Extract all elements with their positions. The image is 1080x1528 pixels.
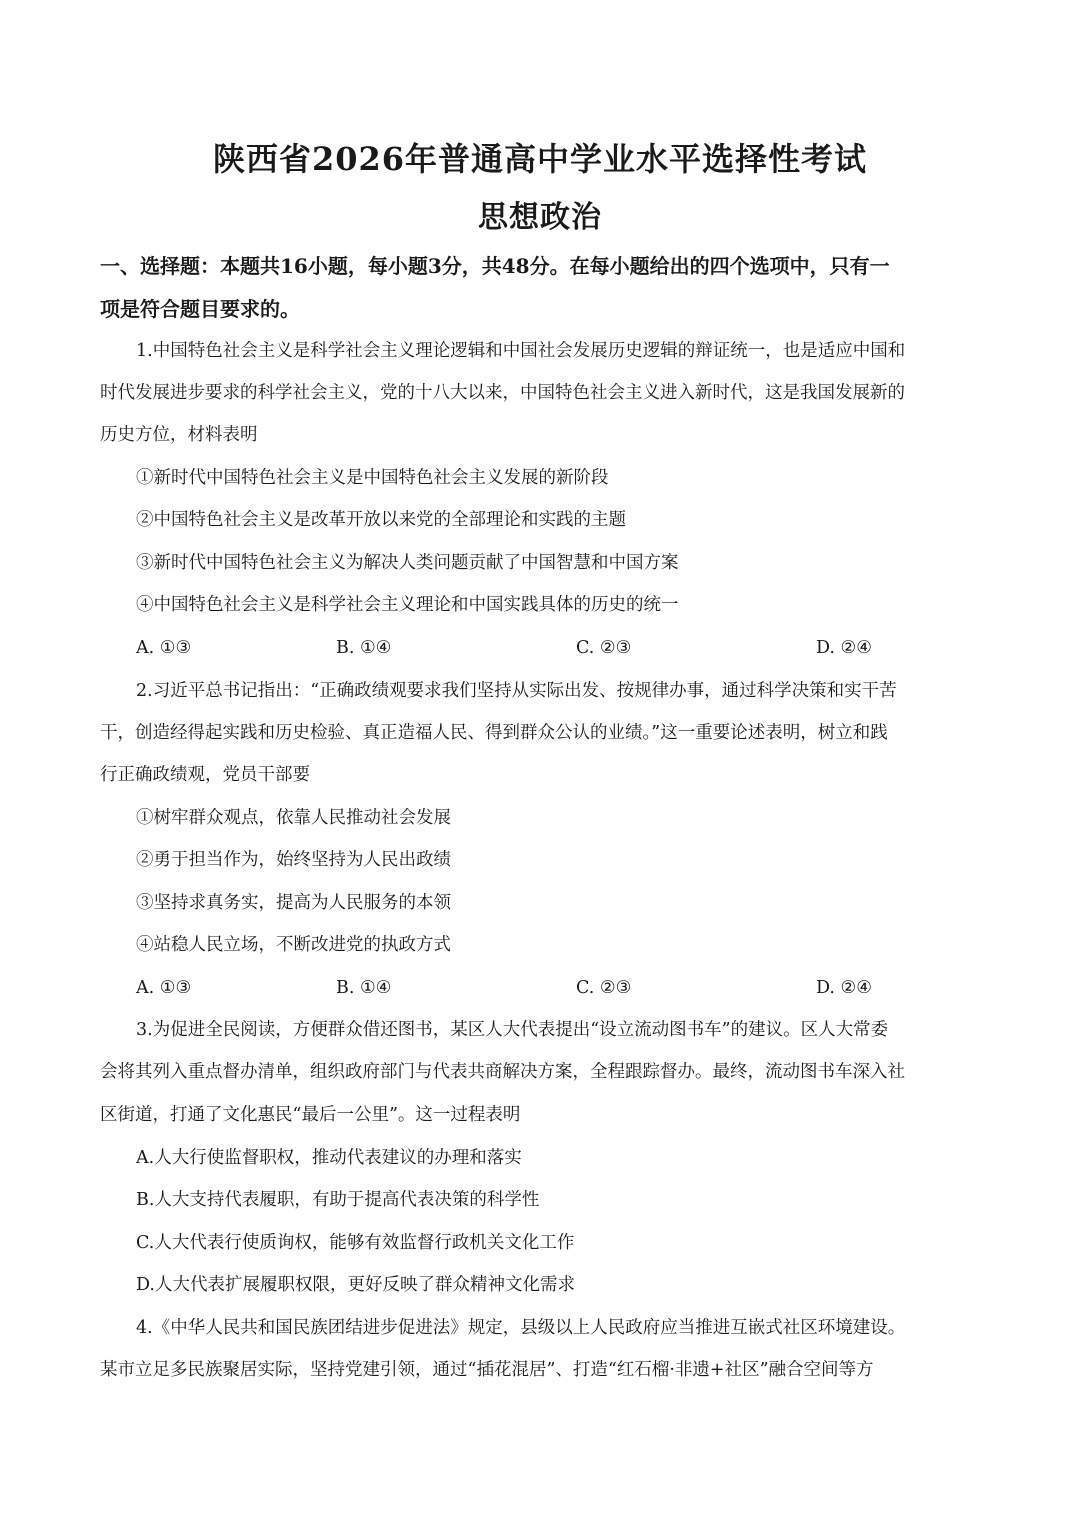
exam-subject: 思想政治: [478, 200, 602, 235]
q1-item-2: ②中国特色社会主义是改革开放以来党的全部理论和实践的主题: [136, 510, 626, 530]
q4-stem-line-2: 某市立足多民族聚居实际，坚持党建引领，通过“插花混居”、打造“红石榴·非遗+社区”融合空间等方: [100, 1360, 874, 1380]
q2-item-3: ③坚持求真务实，提高为人民服务的本领: [136, 893, 451, 913]
q3-stem-line-3: 区街道，打通了文化惠民“最后一公里”。这一过程表明: [100, 1105, 521, 1125]
q2-option-b: B. ①④: [336, 978, 392, 998]
section-heading-line-2: 项是符合题目要求的。: [100, 297, 300, 321]
q1-item-1: ①新时代中国特色社会主义是中国特色社会主义发展的新阶段: [136, 468, 609, 488]
exam-title: 陕西省2026年普通高中学业水平选择性考试: [212, 140, 868, 178]
q1-option-b: B. ①④: [336, 638, 392, 658]
q1-item-4: ④中国特色社会主义是科学社会主义理论和中国实践具体的历史的统一: [136, 595, 679, 615]
q1-item-3: ③新时代中国特色社会主义为解决人类问题贡献了中国智慧和中国方案: [136, 553, 679, 573]
q2-stem-line-3: 行正确政绩观，党员干部要: [100, 765, 310, 785]
q4-stem-line-1: 4.《中华人民共和国民族团结进步促进法》规定，县级以上人民政府应当推进互嵌式社区环境建设。: [136, 1318, 906, 1338]
q3-option-a: A.人大行使监督职权，推动代表建议的办理和落实: [136, 1148, 522, 1168]
q2-option-c: C. ②③: [576, 978, 632, 998]
q1-stem-line-3: 历史方位，材料表明: [100, 425, 258, 445]
q1-option-a: A. ①③: [136, 638, 192, 658]
q3-option-d: D.人大代表扩展履职权限，更好反映了群众精神文化需求: [136, 1275, 575, 1295]
q1-option-c: C. ②③: [576, 638, 632, 658]
section-heading-line-1: 一、选择题：本题共16小题，每小题3分，共48分。在每小题给出的四个选项中，只有一: [100, 254, 890, 278]
q2-item-4: ④站稳人民立场，不断改进党的执政方式: [136, 935, 451, 955]
q1-option-d: D. ②④: [816, 638, 872, 658]
q1-stem-line-2: 时代发展进步要求的科学社会主义，党的十八大以来，中国特色社会主义进入新时代，这是我国发展新的: [100, 383, 905, 403]
q2-option-a: A. ①③: [136, 978, 192, 998]
q3-option-b: B.人大支持代表履职，有助于提高代表决策的科学性: [136, 1190, 540, 1210]
q3-stem-line-1: 3.为促进全民阅读，方便群众借还图书，某区人大代表提出“设立流动图书车”的建议。区人大常委: [136, 1020, 889, 1040]
q1-stem-line-1: 1.中国特色社会主义是科学社会主义理论逻辑和中国社会发展历史逻辑的辩证统一，也是适应中国和: [136, 341, 906, 361]
q2-stem-line-1: 2.习近平总书记指出：“正确政绩观要求我们坚持从实际出发、按规律办事，通过科学决策和实干苦: [136, 681, 897, 701]
q3-stem-line-2: 会将其列入重点督办清单，组织政府部门与代表共商解决方案，全程跟踪督办。最终，流动图书车深入社: [100, 1062, 905, 1082]
q2-option-d: D. ②④: [816, 978, 872, 998]
q3-option-c: C.人大代表行使质询权，能够有效监督行政机关文化工作: [136, 1233, 575, 1253]
q2-stem-line-2: 干，创造经得起实践和历史检验、真正造福人民、得到群众公认的业绩。”这一重要论述表明，树立和践: [100, 723, 888, 743]
q2-item-2: ②勇于担当作为，始终坚持为人民出政绩: [136, 850, 451, 870]
q2-item-1: ①树牢群众观点，依靠人民推动社会发展: [136, 808, 451, 828]
